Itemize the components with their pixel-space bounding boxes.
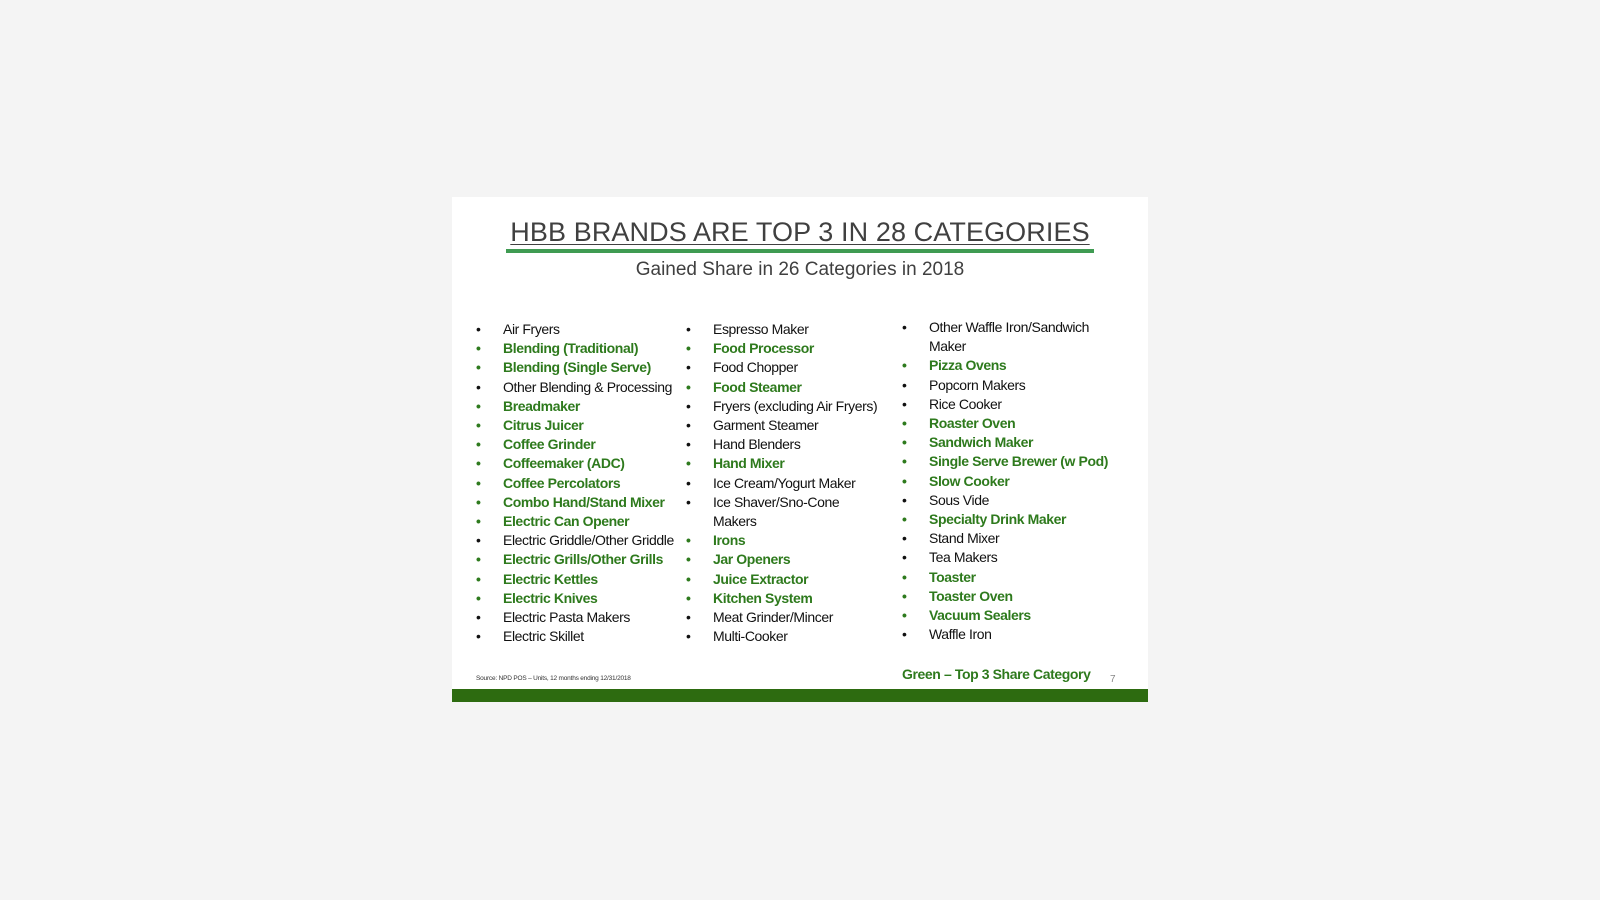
category-item: • Electric Griddle/Other Griddle	[476, 531, 676, 550]
category-item: • Sous Vide	[902, 491, 1122, 510]
category-item: • Waffle Iron	[902, 625, 1122, 644]
category-item: • Popcorn Makers	[902, 376, 1122, 395]
footer-bar	[452, 689, 1148, 702]
category-item: • Electric Pasta Makers	[476, 608, 676, 627]
category-item: • Tea Makers	[902, 548, 1122, 567]
category-item: • Jar Openers	[686, 550, 886, 569]
legend-note: Green – Top 3 Share Category	[902, 666, 1091, 682]
category-item: • Slow Cooker	[902, 472, 1122, 491]
category-item: • Coffee Grinder	[476, 435, 676, 454]
category-item: • Electric Can Opener	[476, 512, 676, 531]
category-item: • Electric Grills/Other Grills	[476, 550, 676, 569]
category-item: • Electric Skillet	[476, 627, 676, 646]
category-item: • Vacuum Sealers	[902, 606, 1122, 625]
category-item: • Breadmaker	[476, 397, 676, 416]
category-item: • Other Blending & Processing	[476, 378, 676, 397]
category-item: • Pizza Ovens	[902, 356, 1122, 375]
slide-subtitle: Gained Share in 26 Categories in 2018	[635, 259, 965, 280]
slide	[452, 197, 1148, 702]
category-item: • Other Waffle Iron/Sandwich Maker	[902, 318, 1122, 356]
category-item: • Food Steamer	[686, 378, 886, 397]
source-note: Source: NPD POS – Units, 12 months ending 12/31/2018	[476, 675, 631, 682]
category-item: • Single Serve Brewer (w Pod)	[902, 452, 1122, 471]
category-item: • Specialty Drink Maker	[902, 510, 1122, 529]
title-wrap	[452, 217, 1148, 253]
category-column-2	[686, 320, 886, 646]
category-item: • Juice Extractor	[686, 570, 886, 589]
category-item: • Sandwich Maker	[902, 433, 1122, 452]
category-item: • Food Processor	[686, 339, 886, 358]
category-item: • Coffeemaker (ADC)	[476, 454, 676, 473]
category-item: • Citrus Juicer	[476, 416, 676, 435]
category-item: • Multi-Cooker	[686, 627, 886, 646]
category-item: • Air Fryers	[476, 320, 676, 339]
category-item: • Rice Cooker	[902, 395, 1122, 414]
category-column-1	[476, 320, 676, 646]
category-item: • Espresso Maker	[686, 320, 886, 339]
category-item: • Electric Kettles	[476, 570, 676, 589]
slide-title: HBB BRANDS ARE TOP 3 IN 28 CATEGORIES	[506, 217, 1093, 253]
category-item: • Hand Blenders	[686, 435, 886, 454]
category-item: • Fryers (excluding Air Fryers)	[686, 397, 886, 416]
category-item: • Ice Shaver/Sno-Cone Makers	[686, 493, 886, 531]
category-item: • Combo Hand/Stand Mixer	[476, 493, 676, 512]
category-item: • Blending (Single Serve)	[476, 358, 676, 377]
category-item: • Irons	[686, 531, 886, 550]
category-item: • Blending (Traditional)	[476, 339, 676, 358]
page-number: 7	[1110, 674, 1116, 685]
category-item: • Stand Mixer	[902, 529, 1122, 548]
category-item: • Roaster Oven	[902, 414, 1122, 433]
category-item: • Kitchen System	[686, 589, 886, 608]
category-column-3	[902, 318, 1122, 644]
category-item: • Hand Mixer	[686, 454, 886, 473]
category-item: • Food Chopper	[686, 358, 886, 377]
category-item: • Garment Steamer	[686, 416, 886, 435]
category-item: • Coffee Percolators	[476, 474, 676, 493]
category-item: • Toaster Oven	[902, 587, 1122, 606]
category-item: • Toaster	[902, 568, 1122, 587]
category-item: • Ice Cream/Yogurt Maker	[686, 474, 886, 493]
category-item: • Electric Knives	[476, 589, 676, 608]
category-item: • Meat Grinder/Mincer	[686, 608, 886, 627]
